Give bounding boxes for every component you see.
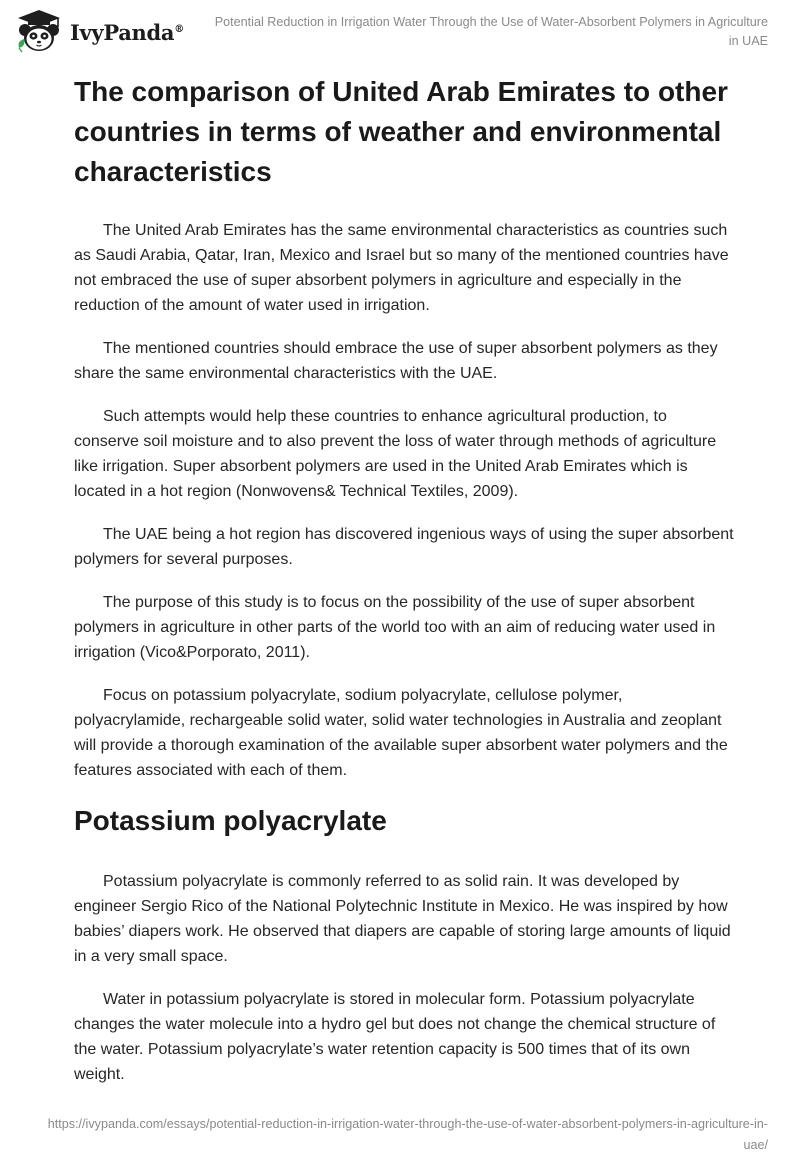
logo-text: IvyPanda® xyxy=(70,19,184,45)
essay-body xyxy=(74,72,734,1105)
paragraph: Potassium polyacrylate is commonly referred to as solid rain. It was developed by engineer Sergio Rico of the National Polytechnic Institute in Mexico. He was inspired by how babies’ diapers work. He observed that diapers are capable of storing large amounts of liquid in a very small space. xyxy=(74,873,731,965)
source-url[interactable]: https://ivypanda.com/essays/potential-reduction-in-irrigation-water-through-the-use-of-water-absorbent-polymers-in-agriculture-in-uae/ xyxy=(47,1117,768,1152)
paragraph: The United Arab Emirates has the same environmental characteristics as countries such as Saudi Arabia, Qatar, Iran, Mexico and Israel but so many of the mentioned countries have not embraced the use of super absorbent polymers in agriculture and especially in the reduction of the amount of water used in irrigation. xyxy=(74,222,729,314)
paragraph: Such attempts would help these countries to enhance agricultural production, to conserve soil moisture and to also prevent the loss of water through methods of agriculture like irrigation. Super absorbent polymers are used in the United Arab Emirates which is located in a hot region (Nonwovens& Technical Textiles, 2009). xyxy=(74,408,717,500)
document-title: Potential Reduction in Irrigation Water Through the Use of Water-Absorbent Polymers in Agriculture in UAE xyxy=(214,15,768,48)
page-header xyxy=(0,0,800,70)
paragraph: The UAE being a hot region has discovered ingenious ways of using the super absorbent polymers for several purposes. xyxy=(74,526,734,568)
paragraph: Water in potassium polyacrylate is stored in molecular form. Potassium polyacrylate changes the water molecule into a hydro gel but does not change the chemical structure of the water. Potassium polyacrylate’s water retention capacity is 500 times that of its own weight. xyxy=(74,991,716,1083)
paragraph: Focus on potassium polyacrylate, sodium polyacrylate, cellulose polymer, polyacrylamide, rechargeable solid water, solid water technologies in Australia and zeoplant will provide a thorough examination of the available super absorbent water polymers and the features associated with each of them. xyxy=(74,687,728,779)
panda-graduate-icon xyxy=(14,8,64,56)
section-heading: Potassium polyacrylate xyxy=(74,805,387,836)
paragraph: The purpose of this study is to focus on the possibility of the use of super absorbent polymers in agriculture in other parts of the world too with an aim of reducing water used in irrigation (Vico&Porporato, 2011). xyxy=(74,594,716,661)
paragraph: The mentioned countries should embrace the use of super absorbent polymers as they share the same environmental characteristics with the UAE. xyxy=(74,340,718,382)
logo[interactable] xyxy=(14,8,184,56)
section-heading: The comparison of United Arab Emirates to other countries in terms of weather and environmental characteristics xyxy=(74,76,728,187)
